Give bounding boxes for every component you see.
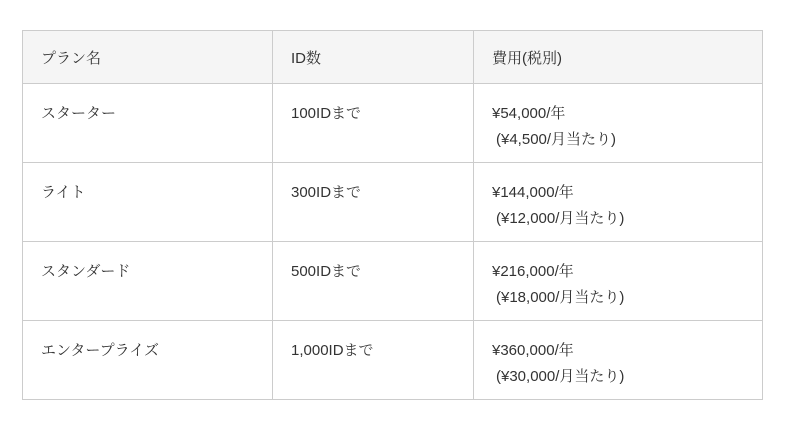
plan-name-cell: スタンダード [23,242,273,321]
cost-monthly: (¥30,000/月当たり) [496,368,625,386]
header-plan-name: プラン名 [23,31,273,84]
cost-annual: ¥216,000/年 [492,263,574,280]
cost-cell [474,242,763,321]
id-count-cell: 300IDまで [273,163,474,242]
header-row [23,31,763,84]
cost-cell [474,163,763,242]
pricing-table [22,30,763,400]
cost-monthly: (¥4,500/月当たり) [496,131,617,149]
cost-cell [474,321,763,400]
table-row-light [23,163,763,242]
table-row-starter [23,84,763,163]
cost-monthly: (¥18,000/月当たり) [496,289,625,307]
plan-name-cell: スターター [23,84,273,163]
cost-annual: ¥144,000/年 [492,184,574,201]
header-cost: 費用(税別) [474,31,763,84]
header-id-count: ID数 [273,31,474,84]
plan-name-cell: ライト [23,163,273,242]
id-count-cell: 500IDまで [273,242,474,321]
plan-name-cell: エンタープライズ [23,321,273,400]
cost-monthly: (¥12,000/月当たり) [496,210,625,228]
id-count-cell: 1,000IDまで [273,321,474,400]
table-row-standard [23,242,763,321]
table-row-enterprise [23,321,763,400]
cost-annual: ¥54,000/年 [492,105,566,122]
id-count-cell: 100IDまで [273,84,474,163]
cost-cell [474,84,763,163]
cost-annual: ¥360,000/年 [492,342,574,359]
